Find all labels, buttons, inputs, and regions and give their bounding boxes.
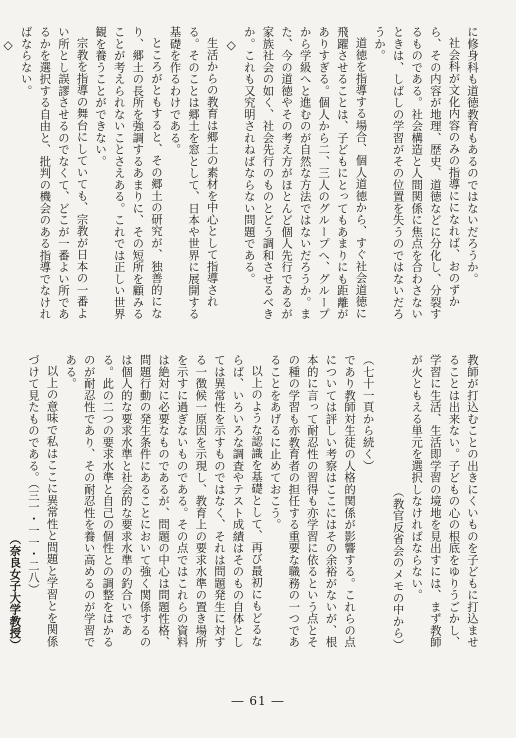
paragraph: 以上のような認識を基礎として、再び最初にもどるならば、いろいろな調査やテスト成績はそのもの自体としては異常性を示すものではなく、それは問題発生に対する一徴候一原因を示現し、教育上の要求水準の置き場所を示すに過ぎないものである。その点ではこれらの資料は絶対に必要なものであるが、問題の中心は問題性格、問題行動の発生条件にあることにおいて強く関係するのは個人的な要求水準と社会的な要求水準の釣合いである。此の二つの要求水準と自己の個性との調整をはかるのが耐忍性であり、その耐忍性を養い高めるのが学習である。 — [64, 354, 265, 648]
paragraph: 生活からの教育は郷土の素材を中心として指導される。そのことは郷土を窓として、日本や世界に展開する基礎を作るわけである。 — [168, 26, 220, 320]
source-note: （教官反省会のメモの中から） — [391, 485, 406, 650]
paragraph: であり教師対生徒の人格的関係が影響する。これらの点については評しい考察はここにはその余裕がないが、根本的に言って耐忍性の習得も亦学習に依るという点とその種の学習も亦教育者の担任する重要な職務の一つであることをあげるに止めておこう。 — [268, 354, 358, 648]
author-affiliation: （奈良女子大学教授） — [8, 532, 23, 650]
continuation-marker: （七十一頁から続く） — [361, 354, 376, 472]
lower-text-block — [8, 354, 482, 650]
paragraph: に修身科も道徳教育もあるのではないだろうか。 — [466, 26, 480, 285]
paragraph: 道徳を指導する場合、個人道徳から、すぐ社会道徳に飛躍させることは、子どもにとってもあまりにも距離がありすぎる。個人から二、三人のグループへ、グループから学級へと進むのが自然な方法ではないだろうか。また、今の道徳やその考え方がほとんど個人先行であるが家族社会の如く、社会先行のものとどう調和させるべきか。これも又究明されねばならない問題である。 — [242, 26, 369, 320]
paragraph: 教師が打込むことの出きにくいものを子どもに打込ませることは出来ない。子どもの心の根底をゆりうごかし、学習に生活、生活即学習の境地を見出すには、まず教師が火ともえる単元を選択しなければならない。 — [410, 354, 480, 648]
section-divider-diamond: ◇ — [224, 38, 239, 53]
upper-text-block — [1, 26, 482, 326]
paragraph: 宗教を指導の舞台にしていても、宗教が日本の一番よい所とし誤謬させるのでなくて、どこが一番よい所であるかを選択する自由と、批判の機会のある指導でなければならない。 — [19, 26, 90, 320]
section-divider-diamond: ◇ — [1, 38, 16, 53]
paragraph: ところがともすると、その郷土の研究が、独善的になり、郷土の長所を強調するあまりに、その短所を顧みることが考えられないことさえある。これでは正しい世界観を養うことができない。 — [94, 26, 164, 320]
paragraph: 以上の意味で私はここに異常性と問題と学習とを関係づけて見たものである。（三一・一一・二八） — [26, 354, 60, 648]
paragraph: 社会科が文化内容のみの指導にになれば、おのずから、その内容が地理、歴史、道徳などに分化し、分裂するものである。社会構造と人間関係に焦点を合わさないときは、しばしの学習がその位置を失うのではないだろうか。 — [373, 26, 462, 320]
page-number: ― 61 ― — [231, 694, 285, 708]
